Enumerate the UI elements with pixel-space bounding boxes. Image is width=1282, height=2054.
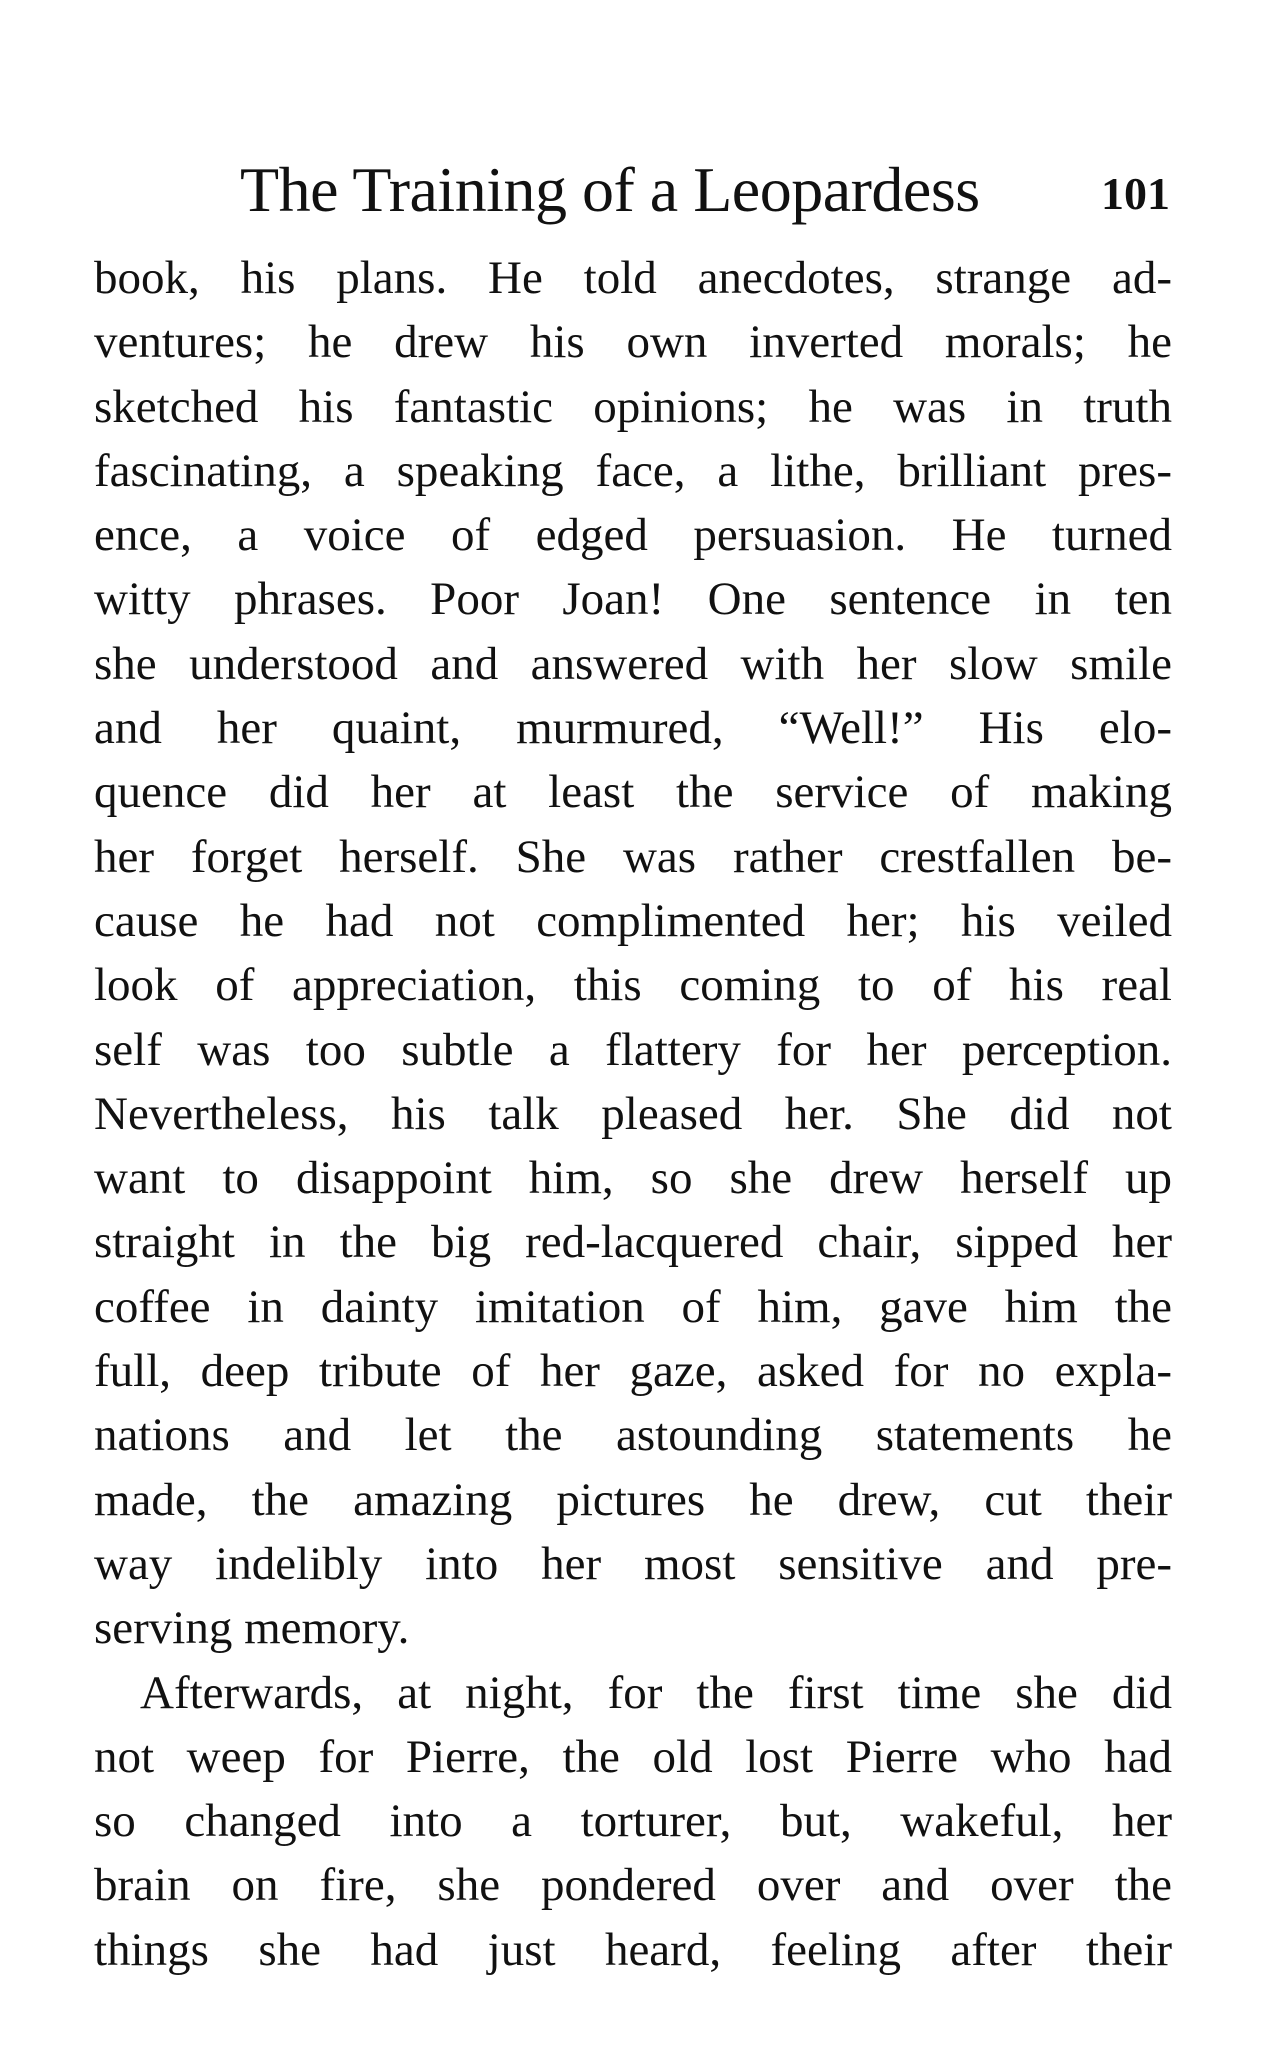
text-line: so changed into a torturer, but, wakeful, her: [94, 1795, 1172, 1848]
text-line: not weep for Pierre, the old lost Pierre who had: [94, 1730, 1172, 1783]
text-line: cause he had not complimented her; his veiled: [94, 894, 1172, 947]
text-line: serving memory.: [94, 1602, 410, 1655]
text-line: sketched his fantastic opinions; he was in truth: [94, 380, 1172, 433]
text-line: self was too subtle a flattery for her perception.: [94, 1023, 1172, 1076]
text-line: book, his plans. He told anecdotes, strange ad-: [94, 252, 1172, 304]
text-line: she understood and answered with her slow smile: [94, 637, 1172, 690]
text-line: nations and let the astounding statements he: [94, 1409, 1172, 1462]
text-line: straight in the big red-lacquered chair, sipped her: [94, 1216, 1172, 1269]
text-line: ventures; he drew his own inverted morals; he: [94, 316, 1172, 369]
text-line: way indelibly into her most sensitive and pre-: [94, 1537, 1172, 1590]
text-line: fascinating, a speaking face, a lithe, brilliant pres-: [94, 444, 1172, 497]
text-line: her forget herself. She was rather crestfallen be-: [94, 830, 1172, 883]
text-line: quence did her at least the service of making: [94, 766, 1172, 819]
paragraph-1: [94, 246, 1172, 1661]
text-line: coffee in dainty imitation of him, gave him the: [94, 1280, 1172, 1333]
running-title: The Training of a Leopardess: [240, 154, 980, 225]
text-line: made, the amazing pictures he drew, cut their: [94, 1473, 1172, 1526]
text-line: things she had just heard, feeling after their: [94, 1923, 1172, 1976]
page-number: 101: [1101, 168, 1170, 219]
text-line: full, deep tribute of her gaze, asked for no expla-: [94, 1345, 1172, 1398]
text-line: want to disappoint him, so she drew herself up: [94, 1152, 1172, 1205]
body-text: [94, 246, 1172, 1982]
text-line: and her quaint, murmured, “Well!” His elo-: [94, 702, 1172, 755]
text-line: witty phrases. Poor Joan! One sentence in ten: [94, 573, 1172, 626]
text-line: Nevertheless, his talk pleased her. She did not: [94, 1087, 1172, 1140]
page-header: [240, 150, 1170, 230]
text-line: brain on fire, she pondered over and over the: [94, 1859, 1172, 1912]
text-line: Afterwards, at night, for the first time she did: [140, 1666, 1172, 1719]
text-line: ence, a voice of edged persuasion. He turned: [94, 509, 1172, 562]
text-line: look of appreciation, this coming to of his real: [94, 959, 1172, 1012]
paragraph-2: [94, 1661, 1172, 1982]
